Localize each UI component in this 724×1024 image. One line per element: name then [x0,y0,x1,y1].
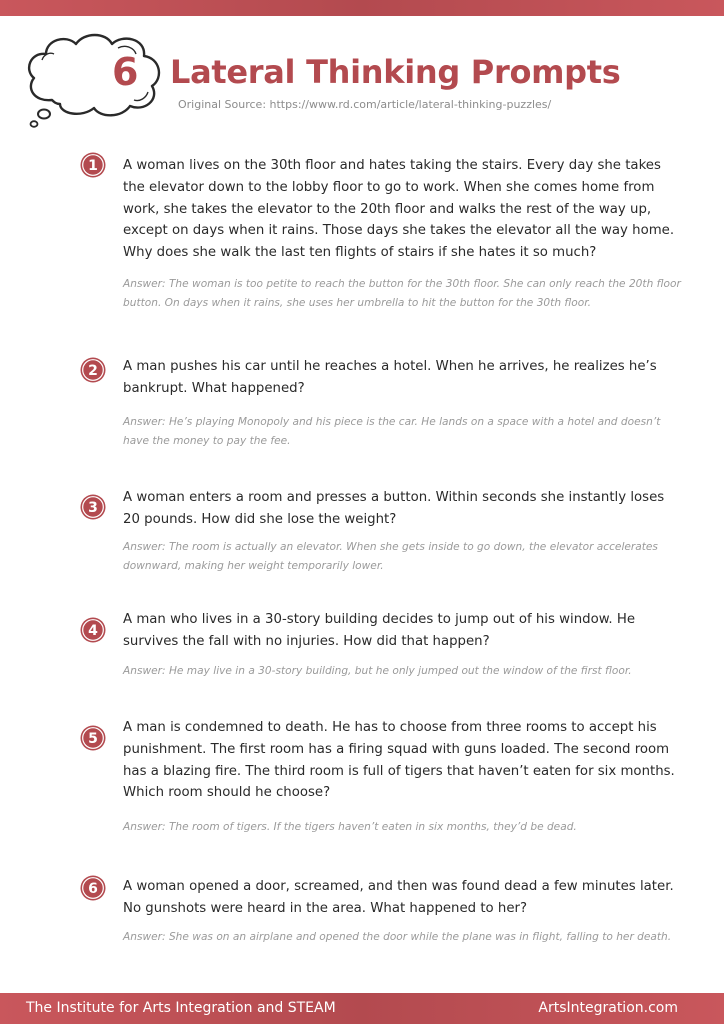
number-badge-icon [79,724,107,752]
source-citation: Original Source: https://www.rd.com/article/lateral-thinking-puzzles/ [178,98,552,111]
footer-organization: The Institute for Arts Integration and STEAM [26,1000,336,1016]
question-text: A man is condemned to death. He has to choose from three rooms to accept his punishment. The first room has a firing squad with guns loaded. The second room has a blazing fire. The third room is full of tigers that haven’t eaten for six months. Which room should he choose? [123,720,675,801]
question-text: A woman enters a room and presses a button. Within seconds she instantly loses 20 pounds. How did she lose the weight? [123,490,665,527]
badge-number: 3 [88,500,98,516]
badge-number: 2 [88,363,98,379]
question-text: A man pushes his car until he reaches a hotel. When he arrives, he realizes he’s bankrupt. What happened? [123,359,657,396]
number-badge-icon [79,151,107,179]
number-badge-icon [79,874,107,902]
title-number: 6 [112,50,139,94]
answer-text: Answer: She was on an airplane and opened the door while the plane was in flight, falling to her death. [123,931,672,943]
badge-number: 5 [88,731,98,747]
question-text: A woman opened a door, screamed, and then was found dead a few minutes later. No gunshots were heard in the area. What happened to her? [123,879,674,916]
thought-cloud-icon [22,30,167,130]
question-text: A man who lives in a 30-story building decides to jump out of his window. He survives the fall with no injuries. How did that happen? [123,612,636,649]
question-text: A woman lives on the 30th floor and hates taking the stairs. Every day she takes the elevator down to the lobby floor to go to work. When she comes home from work, she takes the elevator to the 20th floor and walks the rest of the way up, except on days when it rains. Those days she takes the elevator all the way home. Why does she walk the last ten flights of stairs if she hates it so much? [123,158,675,261]
answer-text: Answer: The woman is too petite to reach the button for the 30th floor. She can only reach the 20th floor button. On days when it rains, she uses her umbrella to hit the button for the 30th floor. [123,278,681,309]
top-accent-bar [0,0,724,16]
badge-number: 6 [88,881,98,897]
page-title: Lateral Thinking Prompts [170,53,621,91]
number-badge-icon [79,616,107,644]
footer-website-link[interactable]: ArtsIntegration.com [538,1000,678,1016]
number-badge-icon [79,493,107,521]
answer-text: Answer: The room of tigers. If the tigers haven’t eaten in six months, they’d be dead. [123,821,577,833]
badge-number: 4 [88,623,98,639]
footer-bar [0,993,724,1024]
answer-text: Answer: He may live in a 30-story building, but he only jumped out the window of the first floor. [123,665,632,677]
answer-text: Answer: He’s playing Monopoly and his piece is the car. He lands on a space with a hotel and doesn’t have the money to pay the fee. [123,416,661,447]
answer-text: Answer: The room is actually an elevator. When she gets inside to go down, the elevator accelerates downward, making her weight temporarily lower. [123,541,658,572]
badge-number: 1 [88,158,98,174]
number-badge-icon [79,356,107,384]
